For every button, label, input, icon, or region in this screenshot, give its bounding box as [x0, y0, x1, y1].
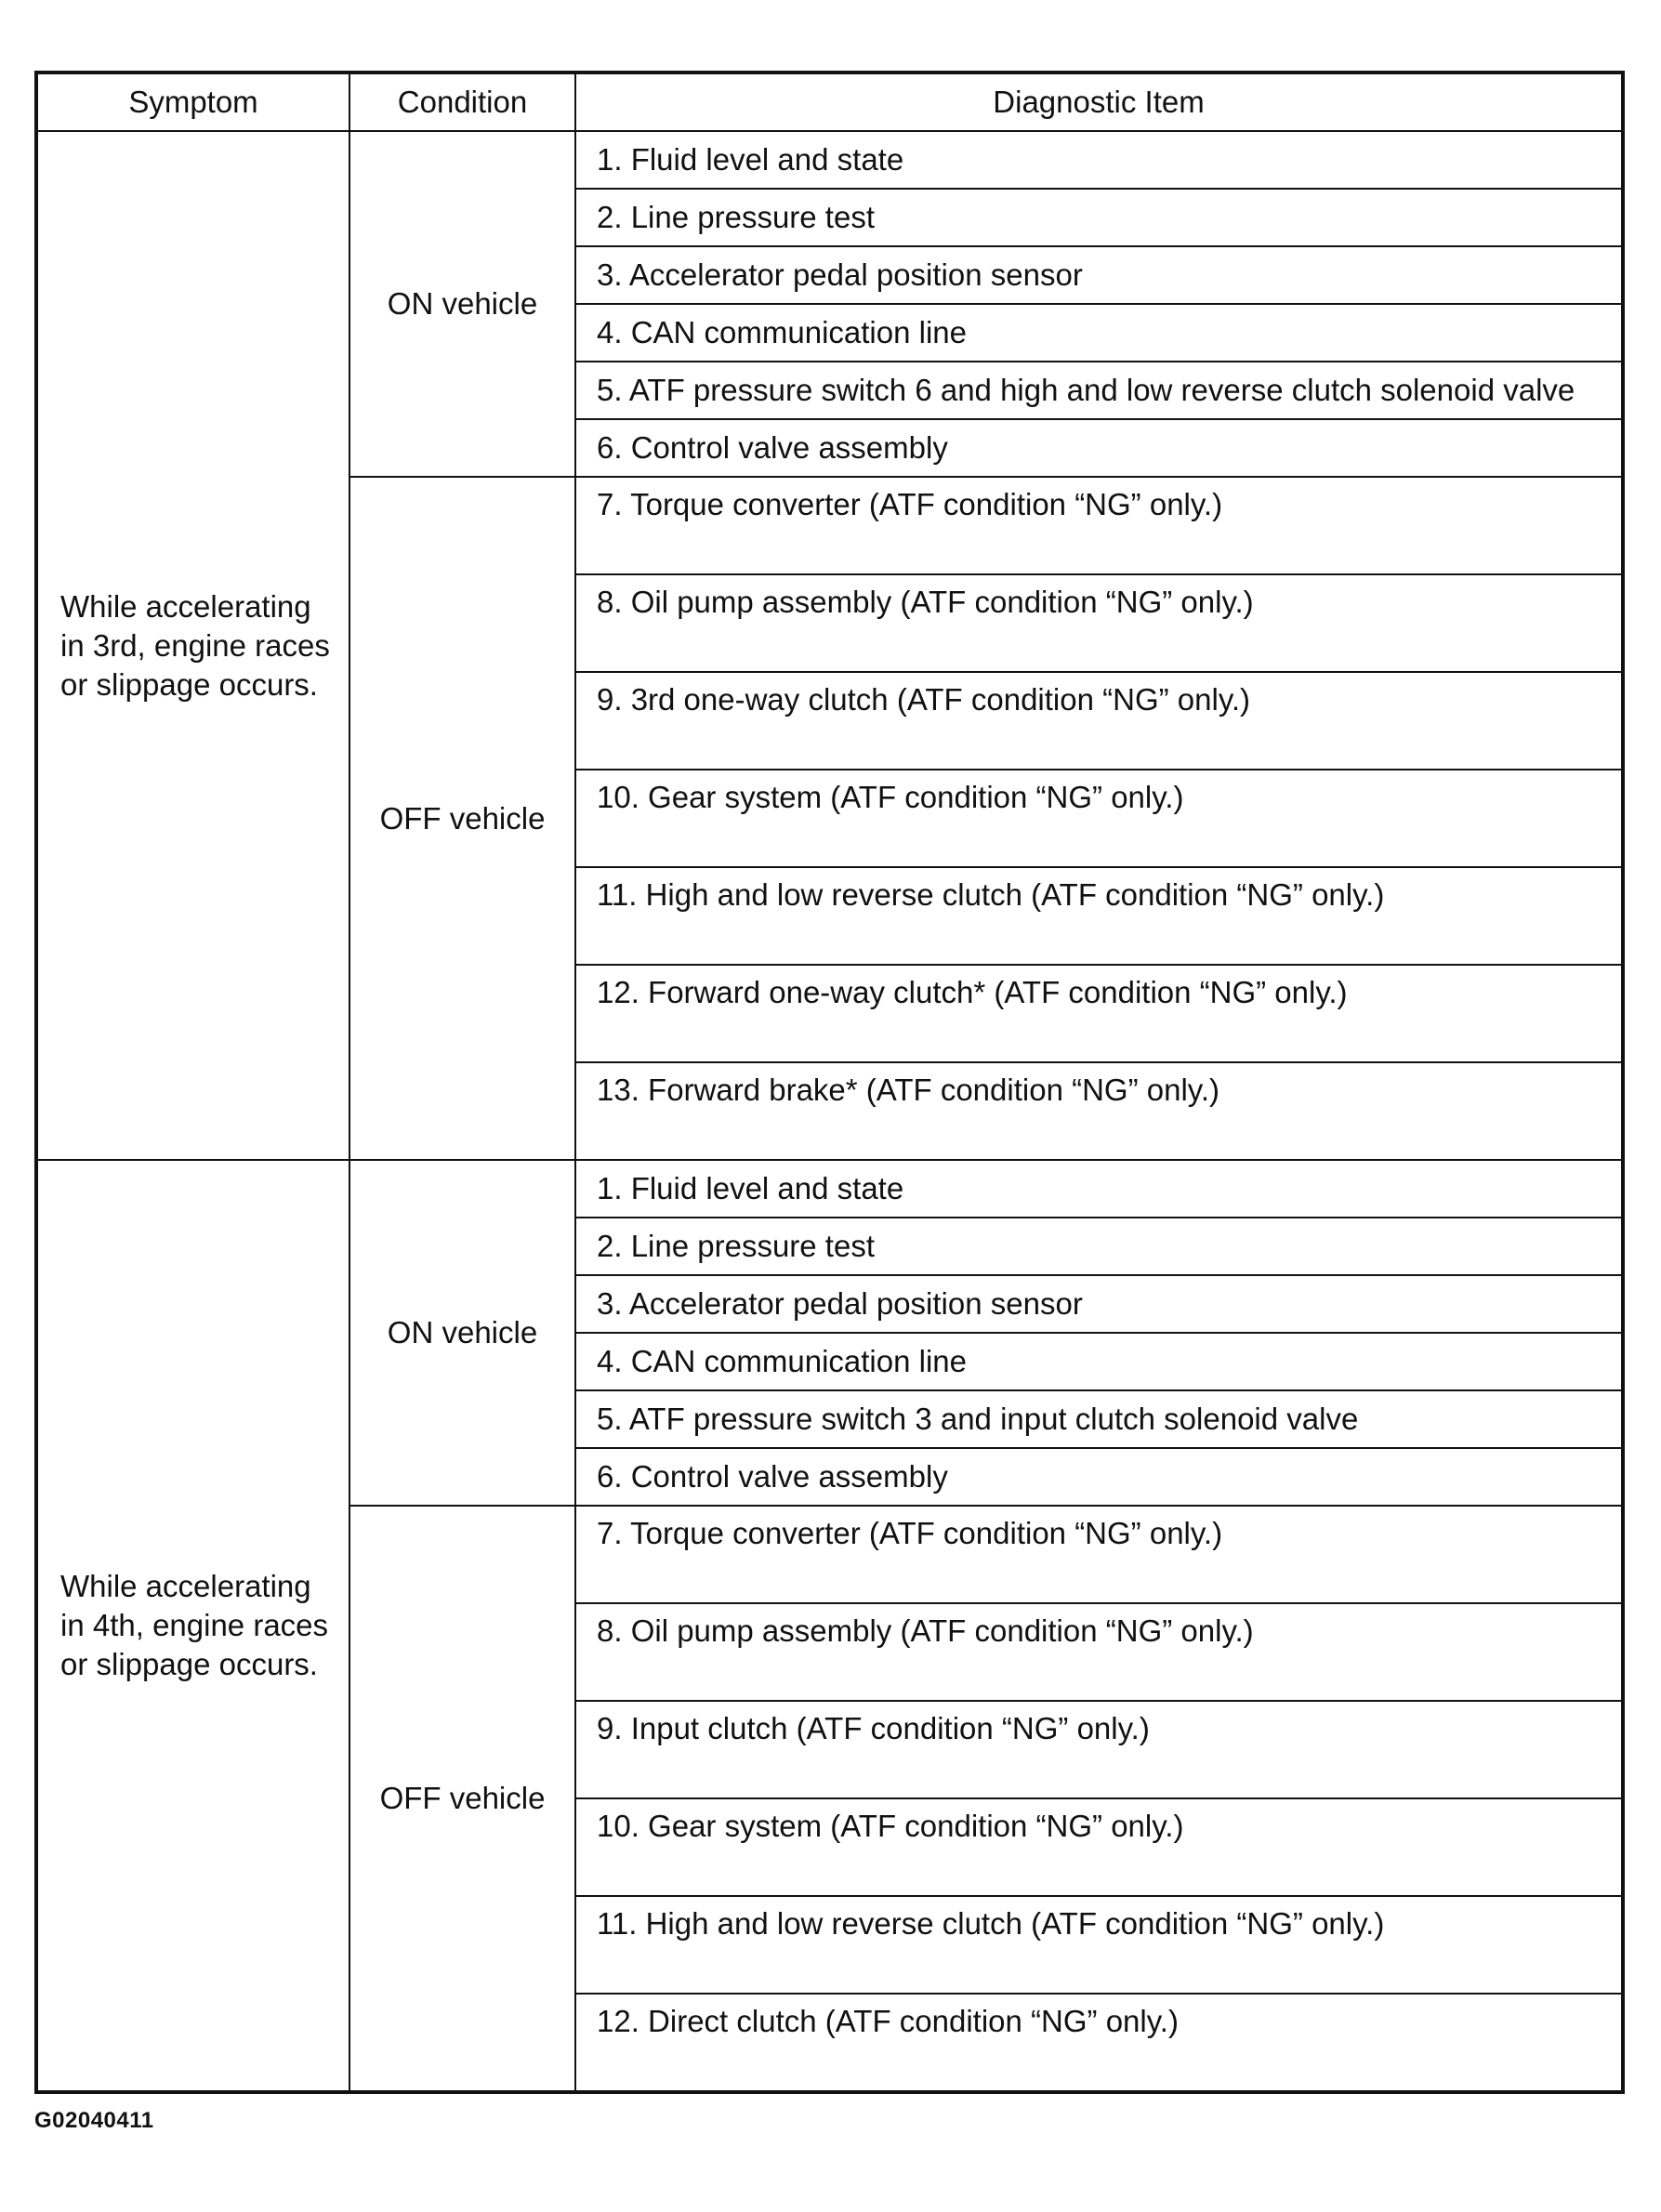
symptom-header: Symptom: [36, 72, 349, 131]
diagnostic-item-header: Diagnostic Item: [575, 72, 1623, 131]
diagnostic-item-text: 12. Forward one-way clutch* (ATF condition “NG” only.): [597, 975, 1348, 1009]
diagnostic-item: 4. CAN communication line: [575, 1333, 1623, 1390]
diagnostic-item: [575, 1994, 1623, 2092]
diagnostic-item-text: 11. High and low reverse clutch (ATF condition “NG” only.): [597, 1906, 1385, 1941]
table-row: [36, 1160, 1623, 1218]
header-row: [36, 72, 1623, 131]
diagnostic-item: [575, 1506, 1623, 1603]
symptom-line: While accelerating: [60, 1569, 311, 1603]
symptom-cell-4th: [36, 1160, 349, 2092]
diagnostic-item: [575, 672, 1623, 770]
diagnostic-item: 6. Control valve assembly: [575, 1448, 1623, 1506]
figure-id: G02040411: [34, 2108, 154, 2133]
symptom-cell-3rd: [36, 131, 349, 1160]
diagnostic-item: 3. Accelerator pedal position sensor: [575, 246, 1623, 304]
diagnostic-item-text: 8. Oil pump assembly (ATF condition “NG” only.): [597, 1613, 1254, 1648]
diagnostic-item-text: 7. Torque converter (ATF condition “NG” only.): [597, 1516, 1223, 1550]
symptom-line: in 3rd, engine races: [60, 627, 330, 663]
diagnostic-item: 6. Control valve assembly: [575, 419, 1623, 477]
diagnostic-item: [575, 965, 1623, 1062]
diagnostic-item: [575, 574, 1623, 672]
diagnostic-item: [575, 1603, 1623, 1701]
table-row: [36, 131, 1623, 189]
diagnostic-item-text: 11. High and low reverse clutch (ATF condition “NG” only.): [597, 877, 1385, 912]
diagnostic-item: 1. Fluid level and state: [575, 131, 1623, 189]
diagnostic-item: [575, 477, 1623, 574]
condition-header: Condition: [349, 72, 575, 131]
diagnostic-item: 2. Line pressure test: [575, 1218, 1623, 1275]
diagnostic-item-text: 10. Gear system (ATF condition “NG” only.): [597, 1809, 1184, 1843]
diagnostic-item: [575, 1062, 1623, 1160]
condition-off-vehicle: OFF vehicle: [349, 477, 575, 1160]
condition-off-vehicle: OFF vehicle: [349, 1506, 575, 2092]
diagnostic-item: [575, 867, 1623, 965]
diagnostic-item: 4. CAN communication line: [575, 304, 1623, 362]
diagnostic-item: 2. Line pressure test: [575, 189, 1623, 246]
diagnostic-item: [575, 1701, 1623, 1798]
diagnostic-item-text: 13. Forward brake* (ATF condition “NG” only.): [597, 1073, 1219, 1107]
diagnostic-item-text: 9. Input clutch (ATF condition “NG” only.): [597, 1711, 1150, 1745]
diagnostic-item-text: 7. Torque converter (ATF condition “NG” only.): [597, 487, 1223, 521]
diagnostic-item: [575, 1896, 1623, 1994]
symptom-line: or slippage occurs.: [60, 1647, 318, 1681]
diagnostic-item: [575, 770, 1623, 867]
diagnostic-item-text: 9. 3rd one-way clutch (ATF condition “NG” only.): [597, 682, 1251, 717]
condition-on-vehicle: ON vehicle: [349, 131, 575, 477]
condition-on-vehicle: ON vehicle: [349, 1160, 575, 1506]
diagnostic-item: 1. Fluid level and state: [575, 1160, 1623, 1218]
diagnostic-table: [34, 71, 1625, 2094]
diagnostic-item: 5. ATF pressure switch 3 and input clutch solenoid valve: [575, 1390, 1623, 1448]
diagnostic-item-text: 10. Gear system (ATF condition “NG” only.): [597, 780, 1184, 814]
symptom-line: in 4th, engine races: [60, 1608, 329, 1642]
diagnostic-item: 3. Accelerator pedal position sensor: [575, 1275, 1623, 1333]
diagnostic-item: 5. ATF pressure switch 6 and high and low reverse clutch solenoid valve: [575, 362, 1623, 419]
diagnostic-item-text: 8. Oil pump assembly (ATF condition “NG” only.): [597, 585, 1254, 619]
diagnostic-item: [575, 1798, 1623, 1896]
symptom-line: or slippage occurs.: [60, 666, 318, 702]
symptom-line: While accelerating: [60, 588, 311, 624]
diagnostic-item-text: 12. Direct clutch (ATF condition “NG” only.): [597, 2004, 1179, 2038]
